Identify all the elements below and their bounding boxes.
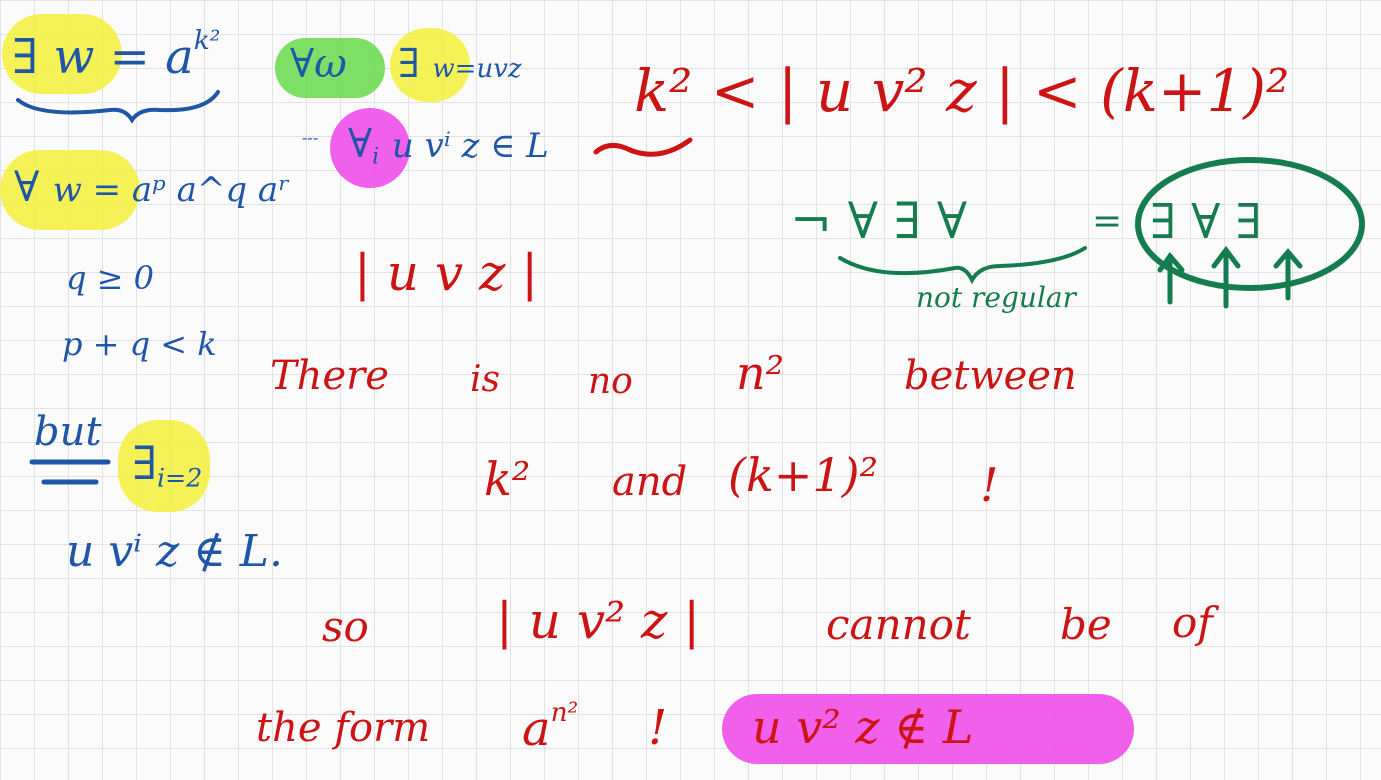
forall-w-line <box>14 162 291 211</box>
exists-w-exponent: k² <box>193 25 221 56</box>
underbrace-not-regular <box>840 248 1085 280</box>
abs-uvz: | u v z | <box>354 244 539 302</box>
power-exponent: n² <box>550 697 579 728</box>
dots: --- <box>302 128 319 147</box>
power-expression <box>522 697 579 757</box>
word-be: be <box>1060 600 1112 649</box>
underbrace-left <box>18 92 218 120</box>
exists-i-subscript: i=2 <box>156 463 203 493</box>
result-quantifiers: ∃ ∀ ∃ <box>1150 194 1262 250</box>
forall-i-subscript: i <box>372 144 380 170</box>
forall-omega: ∀ω <box>290 41 347 87</box>
exists-uvz-text: w=uvz <box>432 54 522 84</box>
word-k-plus-1-squared: (k+1)² <box>728 448 879 502</box>
exists-w-line <box>12 25 221 85</box>
uviz-text: u vⁱ z ∈ L <box>391 126 549 166</box>
form-exclaim: ! <box>648 700 668 756</box>
forall-i-symbol: ∀ <box>348 121 373 167</box>
conclusion: u v² z ∉ L <box>752 700 974 754</box>
but-label: but <box>34 409 102 455</box>
word-exclaim: ! <box>980 458 999 512</box>
forall-w-text: w = aᵖ a^q aʳ <box>52 170 291 210</box>
word-abs-uv2z: | u v² z | <box>496 592 701 650</box>
forall-symbol: ∀ <box>14 162 40 211</box>
exists-uvz-line <box>398 41 522 87</box>
exists-uvz-symbol: ∃ <box>398 41 420 87</box>
power-base: a <box>522 700 551 757</box>
but-underline <box>32 462 108 482</box>
exists-i-symbol: ∃ <box>132 436 157 490</box>
exists-i-line <box>132 436 203 493</box>
word-n-squared: n² <box>736 346 785 400</box>
word-there: There <box>270 353 389 399</box>
not-in-L-line: u vⁱ z ∉ L. <box>66 526 283 577</box>
forall-i-line <box>348 121 549 170</box>
inequality: k² < | u v² z | < (k+1)² <box>634 57 1290 125</box>
word-of: of <box>1172 598 1213 647</box>
word-k-squared: k² <box>484 452 531 506</box>
exists-w-text: w = a <box>53 28 194 85</box>
not-regular-label: not regular <box>916 281 1076 314</box>
the-form-text: the form <box>256 705 431 751</box>
word-so: so <box>322 602 369 651</box>
condition-pq: p + q < k <box>62 325 217 363</box>
up-arrows <box>1160 250 1300 306</box>
word-is: is <box>470 359 500 400</box>
word-no: no <box>588 361 633 402</box>
negated-quantifiers: ¬ ∀ ∃ ∀ <box>790 192 968 250</box>
word-cannot: cannot <box>826 600 971 649</box>
tilde-stroke <box>596 140 690 154</box>
word-between: between <box>904 353 1077 399</box>
word-and: and <box>612 459 688 505</box>
exists-symbol: ∃ <box>12 28 39 85</box>
equals-sign: = <box>1092 201 1123 242</box>
condition-q: q ≥ 0 <box>66 259 154 297</box>
